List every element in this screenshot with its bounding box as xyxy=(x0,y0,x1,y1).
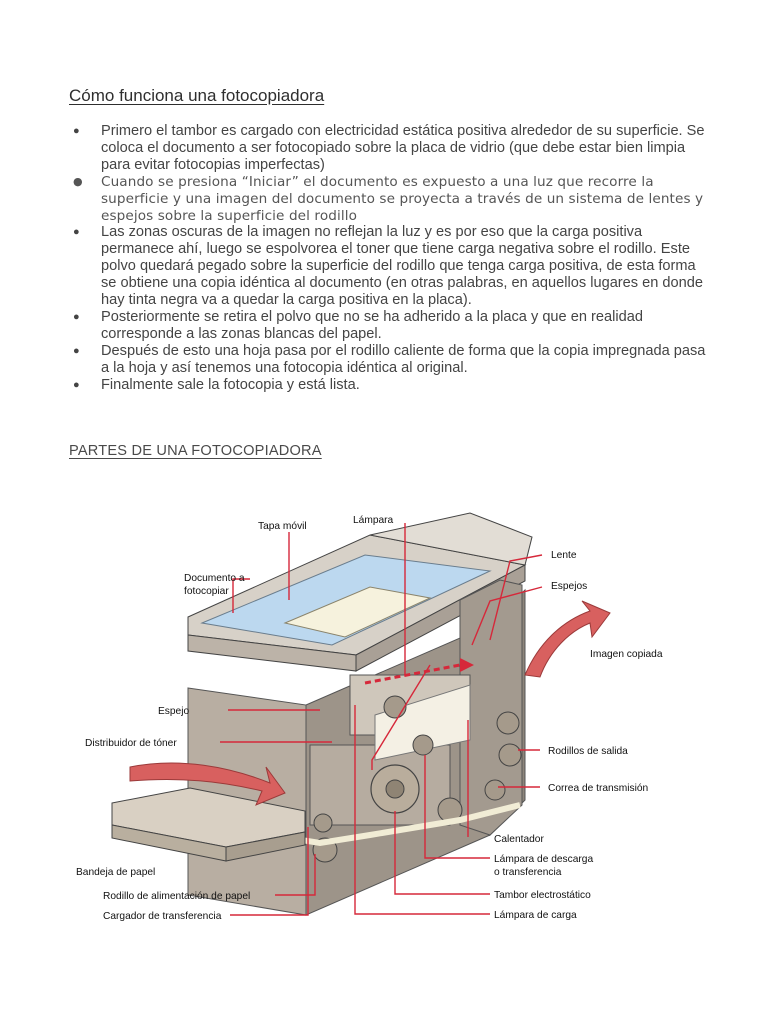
photocopier-diagram xyxy=(70,505,710,930)
step-text: Primero el tambor es cargado con electricidad estática positiva alrededor de su superficie. Se coloca el documento a ser fotocopiado sobre la placa de vidrio (que debe estar bien limpia para evitar fotocopias imperfectas) xyxy=(101,123,705,173)
label-tambor: Tambor electrostático xyxy=(494,890,591,901)
bullet-icon: ● xyxy=(73,226,80,239)
step-text: Las zonas oscuras de la imagen no reflejan la luz y es por eso que la carga positiva permanece ahí, luego se espolvorea el toner que tiene carga negativa sobre el rodillo. Este polvo quedará pegado sobre la superficie del rodillo que tenga carga positiva, de esta forma se obtiene una copia idéntica al documento (en otras palabras, en aquellos lugares en donde hay tinta negra va a quedar la carga positiva en la placa). xyxy=(101,224,704,309)
step-text: Finalmente sale la fotocopia y está lista. xyxy=(101,376,360,393)
label-lampara: Lámpara xyxy=(353,515,394,526)
label-lente: Lente xyxy=(551,550,577,561)
list-item xyxy=(69,224,709,309)
step-text: Cuando se presiona “Iniciar” el documento es expuesto a una luz que recorre la superficie y una imagen del documento se proyecta a través de un sistema de lentes y espejos sobre la superficie del rodillo xyxy=(101,173,704,224)
label-distribuidor: Distribuidor de tóner xyxy=(85,738,177,749)
list-item xyxy=(69,377,709,394)
label-lampara-carga: Lámpara de carga xyxy=(494,910,577,921)
label-rodillo-alimentacion: Rodillo de alimentación de papel xyxy=(103,891,251,902)
label-espejos: Espejos xyxy=(551,581,588,592)
step-text: Después de esto una hoja pasa por el rodillo caliente de forma que la copia impregnada pasa a la hoja y así tenemos una fotocopia idéntica al original. xyxy=(101,342,706,376)
bullet-icon: ● xyxy=(73,310,80,323)
list-item xyxy=(69,123,709,174)
list-item xyxy=(69,309,709,343)
section-title: PARTES DE UNA FOTOCOPIADORA xyxy=(69,443,322,459)
label-imagen-copiada: Imagen copiada xyxy=(590,649,663,660)
page-title: Cómo funciona una fotocopiadora xyxy=(69,86,325,105)
bullet-icon: ● xyxy=(73,344,80,357)
list-item xyxy=(69,343,709,377)
label-lampara-descarga-1: Lámpara de descarga xyxy=(494,854,594,865)
label-calentador: Calentador xyxy=(494,834,544,845)
label-cargador: Cargador de transferencia xyxy=(103,911,222,922)
bullet-icon: ● xyxy=(73,174,83,188)
label-bandeja: Bandeja de papel xyxy=(76,867,156,878)
label-tapa-movil: Tapa móvil xyxy=(258,521,307,532)
bullet-icon: ● xyxy=(73,125,80,137)
label-lampara-descarga-2: o transferencia xyxy=(494,867,562,878)
steps-list xyxy=(69,123,709,394)
step-text: Posteriormente se retira el polvo que no se ha adherido a la placa y que en realidad corresponde a las zonas blancas del papel. xyxy=(101,308,643,342)
list-item xyxy=(69,174,709,225)
label-correa: Correa de transmisión xyxy=(548,783,649,794)
label-espejo: Espejo xyxy=(158,706,190,717)
bullet-icon: ● xyxy=(73,378,80,391)
label-documento-2: fotocopiar xyxy=(184,586,229,597)
label-rodillos-salida: Rodillos de salida xyxy=(548,746,628,757)
diagram-canvas xyxy=(70,505,710,930)
label-documento-1: Documento a xyxy=(184,573,245,584)
